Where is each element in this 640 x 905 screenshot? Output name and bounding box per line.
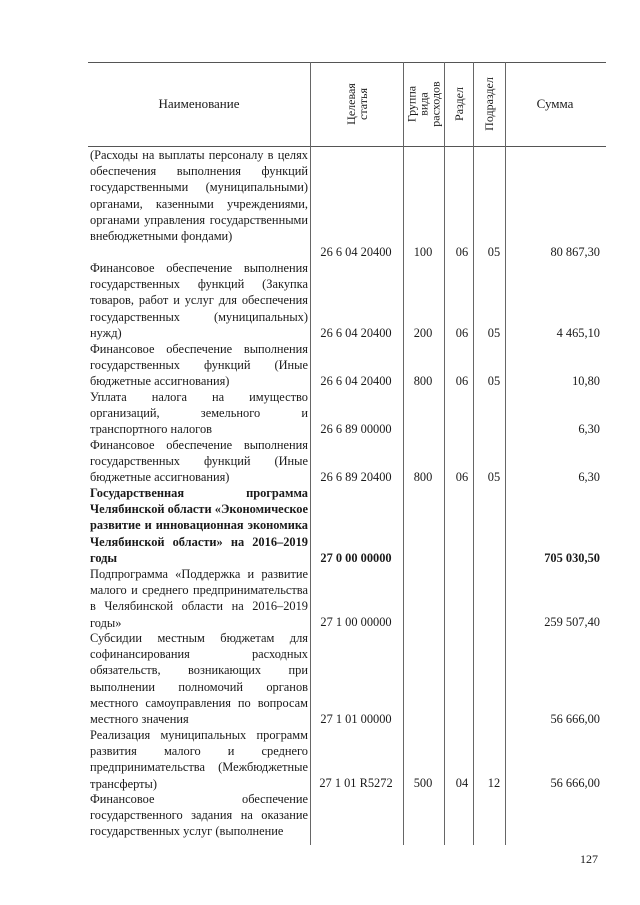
row-sum: 10,80 <box>572 373 600 388</box>
row-section: 06 <box>455 244 469 259</box>
row-name: Уплата налога на имущество организаций, земельного и транспортного налогов <box>90 390 308 437</box>
header-subsection: Подраздел <box>482 77 497 131</box>
row-sum: 4 465,10 <box>556 325 600 340</box>
table-row <box>88 437 606 485</box>
row-section: 04 <box>455 775 469 790</box>
row-group: 500 <box>413 775 433 790</box>
row-code: 26 6 04 20400 <box>320 373 392 388</box>
row-code: 27 0 00 00000 <box>320 550 392 565</box>
header-group-cell <box>403 62 444 146</box>
row-name: Государственная программа Челябинской области «Экономическое развитие и инновационная экономика Челябинской области» на 2016–2019 годы <box>90 486 308 565</box>
row-sum: 56 666,00 <box>550 775 600 790</box>
row-sum: 6,30 <box>578 469 600 484</box>
row-group: 800 <box>413 469 433 484</box>
header-subsection-cell <box>473 62 505 146</box>
row-subsection: 05 <box>487 469 501 484</box>
table-row <box>88 341 606 389</box>
row-name: Финансовое обеспечение выполнения государственных функций (Иные бюджетные ассигнования) <box>90 438 308 485</box>
row-group: 800 <box>413 373 433 388</box>
row-group: 100 <box>413 244 433 259</box>
row-name: (Расходы на выплаты персоналу в целях обеспечения выполнения функций государственными (муниципальными) органами, казенными учреждениями, органами управления государственными внебюджетными фондами) <box>90 148 308 244</box>
header-target-cell <box>310 62 403 146</box>
row-name: Субсидии местным бюджетам для софинансирования расходных обязательств, возникающих при выполнении полномочий органов местного самоуправления по вопросам местного значения <box>90 631 308 727</box>
row-sum: 259 507,40 <box>544 614 600 629</box>
table-row <box>88 727 606 791</box>
row-subsection: 05 <box>487 244 501 259</box>
row-group: 200 <box>413 325 433 340</box>
row-name: Реализация муниципальных программ развития малого и среднего предпринимательства (Межбюджетные трансферты) <box>90 728 308 791</box>
row-sum: 6,30 <box>578 421 600 436</box>
table-row <box>88 147 606 260</box>
row-sum: 705 030,50 <box>544 550 600 565</box>
header-section: Раздел <box>451 87 466 121</box>
row-subsection: 12 <box>487 775 501 790</box>
header-sum: Сумма <box>536 96 574 111</box>
row-code: 26 6 89 20400 <box>320 469 392 484</box>
table-row <box>88 485 606 566</box>
row-section: 06 <box>455 373 469 388</box>
row-code: 27 1 01 R5272 <box>319 775 393 790</box>
row-name: Финансовое обеспечение выполнения государственных функций (Иные бюджетные ассигнования) <box>90 342 308 389</box>
page-number: 127 <box>580 852 598 866</box>
header-name: Наименование <box>158 96 240 111</box>
row-subsection: 05 <box>487 325 501 340</box>
table-row <box>88 389 606 437</box>
row-code: 26 6 04 20400 <box>320 244 392 259</box>
table-row <box>88 791 606 845</box>
table-row <box>88 566 606 630</box>
row-section: 06 <box>455 325 469 340</box>
row-name: Финансовое обеспечение выполнения государственных функций (Закупка товаров, работ и услуг для обеспечения государственных (муниципальных) нужд) <box>90 261 308 340</box>
row-code: 26 6 04 20400 <box>320 325 392 340</box>
table-row <box>88 260 606 341</box>
row-name: Подпрограмма «Поддержка и развитие малого и среднего предпринимательства в Челябинской области на 2016–2019 годы» <box>90 567 308 630</box>
header-target: Целевая статья <box>343 83 370 125</box>
row-sum: 80 867,30 <box>550 244 600 259</box>
header-group: Группа вида расходов <box>404 81 443 127</box>
row-section: 06 <box>455 469 469 484</box>
header-section-cell <box>444 62 473 146</box>
table-row <box>88 630 606 727</box>
row-subsection: 05 <box>487 373 501 388</box>
row-code: 27 1 00 00000 <box>320 614 392 629</box>
row-name: Финансовое обеспечение государственного задания на оказание государственных услуг (выполнение <box>90 792 308 839</box>
row-sum: 56 666,00 <box>550 711 600 726</box>
row-code: 26 6 89 00000 <box>320 421 392 436</box>
row-code: 27 1 01 00000 <box>320 711 392 726</box>
